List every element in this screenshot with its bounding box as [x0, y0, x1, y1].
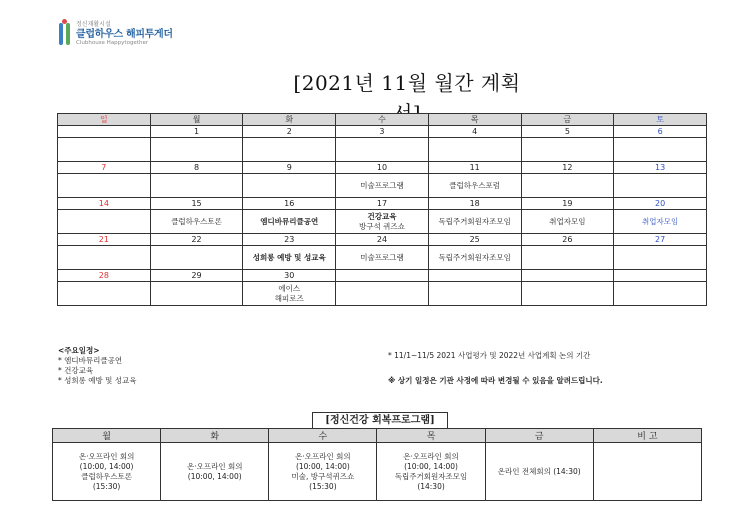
calendar-event: 취업자모임 [641, 216, 679, 226]
program-line: (10:00, 14:00) [187, 471, 242, 481]
weekday-header: 화 [243, 114, 336, 126]
calendar-day-events [336, 282, 429, 306]
program-line: (10:00, 14:00) [295, 461, 350, 471]
calendar-day-events [150, 138, 243, 162]
calendar-event: 독립주거회원자조모임 [438, 216, 511, 226]
calendar-day-events [150, 246, 243, 270]
calendar-day-number: 1 [150, 126, 243, 138]
calendar-day-number: 3 [336, 126, 429, 138]
calendar-day-events [243, 246, 336, 270]
calendar-day-events [336, 174, 429, 198]
calendar-day-number: 30 [243, 270, 336, 282]
weekday-header: 일 [58, 114, 151, 126]
calendar-day-events [336, 246, 429, 270]
weekday-header: 목 [428, 114, 521, 126]
calendar-day-events [521, 246, 614, 270]
calendar-day-events [150, 282, 243, 306]
calendar-day-events [243, 138, 336, 162]
calendar-event: 건강교육 [367, 211, 397, 221]
calendar-day-number [336, 270, 429, 282]
note-item: * 건강교육 [58, 366, 94, 375]
evaluation-period-note: * 11/1~11/5 2021 사업평가 및 2022년 사업계획 논의 기간 [388, 351, 591, 360]
calendar-day-number: 2 [243, 126, 336, 138]
calendar-day-number: 19 [521, 198, 614, 210]
calendar-event: 독립주거회원자조모임 [438, 252, 511, 262]
program-line: (15:30) [92, 481, 121, 491]
logo-small-text: 정신재활시설 [76, 21, 111, 29]
logo-english-text: Clubhouse Happytogether [76, 39, 149, 46]
calendar-day-events [243, 174, 336, 198]
calendar-day-number: 11 [428, 162, 521, 174]
calendar-day-number [614, 270, 707, 282]
calendar-event: 클럽하우스포럼 [449, 180, 501, 190]
calendar-day-number [428, 270, 521, 282]
program-line: 온·오프라인 회의 [78, 451, 135, 461]
calendar-event: 해피로즈 [274, 293, 304, 303]
calendar-day-number: 20 [614, 198, 707, 210]
calendar-day-events [336, 138, 429, 162]
calendar-day-events [614, 210, 707, 234]
calendar-event: 방구석 퀴즈쇼 [359, 221, 405, 231]
calendar-day-number: 5 [521, 126, 614, 138]
calendar-day-number: 29 [150, 270, 243, 282]
calendar-day-events [428, 174, 521, 198]
schedule-change-warning: ※ 상기 일정은 기관 사정에 따라 변경될 수 있음을 알려드립니다. [388, 376, 603, 385]
program-title: [정신건강 회복프로그램] [312, 412, 448, 428]
calendar-day-number: 25 [428, 234, 521, 246]
note-item: * 엠디바뮤리클공연 [58, 356, 123, 365]
monthly-calendar [57, 113, 707, 306]
calendar-day-events [428, 246, 521, 270]
key-schedule-notes [58, 346, 137, 386]
program-table [52, 428, 702, 501]
program-cell [485, 443, 593, 501]
calendar-day-number: 12 [521, 162, 614, 174]
calendar-day-events [336, 210, 429, 234]
calendar-day-number: 27 [614, 234, 707, 246]
calendar-day-number: 13 [614, 162, 707, 174]
calendar-day-events [150, 210, 243, 234]
weekday-header: 금 [521, 114, 614, 126]
calendar-day-events [614, 282, 707, 306]
weekday-header: 토 [614, 114, 707, 126]
calendar-event: 성희롱 예방 및 성교육 [252, 252, 326, 262]
weekday-header: 월 [150, 114, 243, 126]
logo [58, 22, 173, 46]
calendar-day-number: 26 [521, 234, 614, 246]
calendar-day-number: 6 [614, 126, 707, 138]
calendar-day-number: 16 [243, 198, 336, 210]
calendar-day-events [58, 138, 151, 162]
program-line: 온·오프라인 회의 [186, 461, 243, 471]
calendar-day-number: 22 [150, 234, 243, 246]
logo-main-text: 클럽하우스 해피투게더 [76, 28, 173, 40]
calendar-day-events [58, 210, 151, 234]
calendar-day-events [150, 174, 243, 198]
calendar-day-events [614, 138, 707, 162]
calendar-day-events [428, 138, 521, 162]
calendar-day-events [58, 174, 151, 198]
calendar-day-number: 10 [336, 162, 429, 174]
program-line: 온·오프라인 회의 [403, 451, 459, 461]
calendar-day-events [521, 210, 614, 234]
calendar-event: 엠디바뮤리클공연 [260, 216, 319, 226]
calendar-day-events [521, 138, 614, 162]
calendar-event: 클럽하우스토론 [171, 216, 222, 226]
program-cell [53, 443, 161, 501]
program-cell [161, 443, 269, 501]
program-day-header: 비 고 [593, 429, 701, 443]
calendar-day-events [428, 282, 521, 306]
program-line: (10:00, 14:00) [79, 461, 134, 471]
program-line: 온라인 전체회의 (14:30) [497, 466, 581, 476]
calendar-event: 에이스 [278, 283, 301, 293]
calendar-day-number: 7 [58, 162, 151, 174]
calendar-day-number: 4 [428, 126, 521, 138]
note-item: * 성희롱 예방 및 성교육 [58, 376, 137, 385]
program-line: 온·오프라인 회의 [295, 451, 351, 461]
calendar-day-number: 15 [150, 198, 243, 210]
calendar-event: 미술프로그램 [360, 180, 404, 190]
weekday-header: 수 [336, 114, 429, 126]
calendar-day-events [521, 174, 614, 198]
calendar-day-events [614, 246, 707, 270]
calendar-day-number: 28 [58, 270, 151, 282]
calendar-day-events [243, 282, 336, 306]
program-day-header: 수 [269, 429, 377, 443]
program-cell [377, 443, 485, 501]
calendar-day-number [58, 126, 151, 138]
calendar-day-number: 8 [150, 162, 243, 174]
calendar-day-events [521, 282, 614, 306]
calendar-day-events [614, 174, 707, 198]
calendar-day-events [58, 246, 151, 270]
program-line: 미술, 방구석퀴즈쇼 [291, 471, 355, 481]
calendar-day-number: 9 [243, 162, 336, 174]
program-line: 클럽하우스토론 [81, 471, 132, 481]
program-line: (10:00, 14:00) [404, 461, 458, 471]
program-day-header: 화 [161, 429, 269, 443]
program-line: (14:30) [417, 481, 445, 491]
calendar-event: 취업자모임 [549, 216, 586, 226]
calendar-day-events [58, 282, 151, 306]
program-line: 독립주거회원자조모임 [394, 471, 468, 481]
calendar-day-number: 23 [243, 234, 336, 246]
clubhouse-logo-icon [58, 22, 72, 46]
calendar-event: 미술프로그램 [360, 252, 404, 262]
calendar-day-events [243, 210, 336, 234]
program-day-header: 월 [53, 429, 161, 443]
calendar-day-number: 24 [336, 234, 429, 246]
calendar-day-number: 18 [428, 198, 521, 210]
program-line: (15:30) [309, 481, 337, 491]
program-cell [593, 443, 701, 501]
program-day-header: 금 [485, 429, 593, 443]
program-cell [269, 443, 377, 501]
program-day-header: 목 [377, 429, 485, 443]
notes-heading: <주요일정> [58, 346, 100, 355]
calendar-day-number [521, 270, 614, 282]
calendar-day-events [428, 210, 521, 234]
calendar-day-number: 17 [336, 198, 429, 210]
page-title: [2021년 11월 월간 계획 [293, 71, 521, 95]
calendar-day-number: 14 [58, 198, 151, 210]
calendar-day-number: 21 [58, 234, 151, 246]
